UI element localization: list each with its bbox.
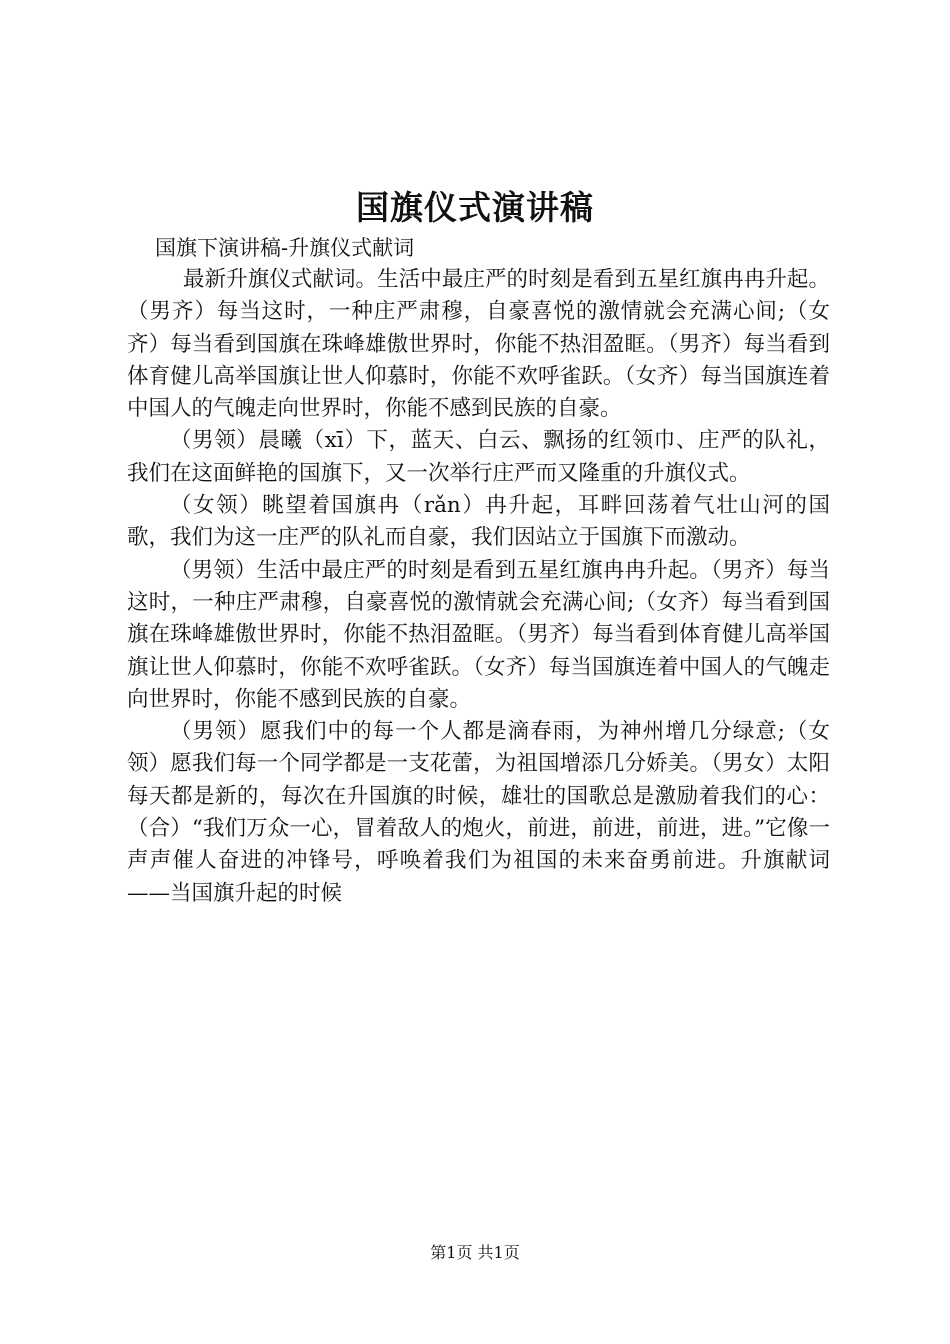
- document-subtitle: 国旗下演讲稿-升旗仪式献词: [155, 236, 415, 260]
- paragraph-1: 最新升旗仪式献词。生活中最庄严的时刻是看到五星红旗冉冉升起。（男齐）每当这时，一种庄严肃穆，自豪喜悦的激情就会充满心间;（女齐）每当看到国旗在珠峰雄傲世界时，你能不热泪盈眶。（男齐）每当看到体育健儿高举国旗让世人仰慕时，你能不欢呼雀跃。（女齐）每当国旗连着中国人的气魄走向世界时，你能不感到民族的自豪。: [127, 267, 830, 422]
- paragraph-5: （男领）愿我们中的每一个人都是滴春雨，为神州增几分绿意;（女领）愿我们每一个同学都是一支花蕾，为祖国增添几分娇美。（男女）太阳每天都是新的，每次在升国旗的时候，雄壮的国歌总是激励着我们的心：（合）“我们万众一心，冒着敌人的炮火，前进，前进，前进，进。”它像一声声催人奋进的冲锋号，呼唤着我们为祖国的未来奋勇前进。升旗献词——当国旗升起的时候: [127, 719, 830, 906]
- paragraph-2: （男领）晨曦（xī）下，蓝天、白云、飘扬的红领巾、庄严的队礼，我们在这面鲜艳的国旗下，又一次举行庄严而又隆重的升旗仪式。: [127, 428, 830, 486]
- document-title: 国旗仪式演讲稿: [356, 188, 594, 227]
- paragraph-3: （女领）眺望着国旗冉（rǎn）冉升起，耳畔回荡着气壮山河的国歌，我们为这一庄严的队礼而自豪，我们因站立于国旗下而激动。: [127, 493, 830, 551]
- page-footer: 第1页 共1页: [430, 1243, 520, 1262]
- paragraph-4: （男领）生活中最庄严的时刻是看到五星红旗冉冉升起。（男齐）每当这时，一种庄严肃穆，自豪喜悦的激情就会充满心间;（女齐）每当看到国旗在珠峰雄傲世界时，你能不热泪盈眶。（男齐）每当看到体育健儿高举国旗让世人仰慕时，你能不欢呼雀跃。（女齐）每当国旗连着中国人的气魄走向世界时，你能不感到民族的自豪。: [127, 557, 830, 712]
- document-body: [127, 232, 830, 910]
